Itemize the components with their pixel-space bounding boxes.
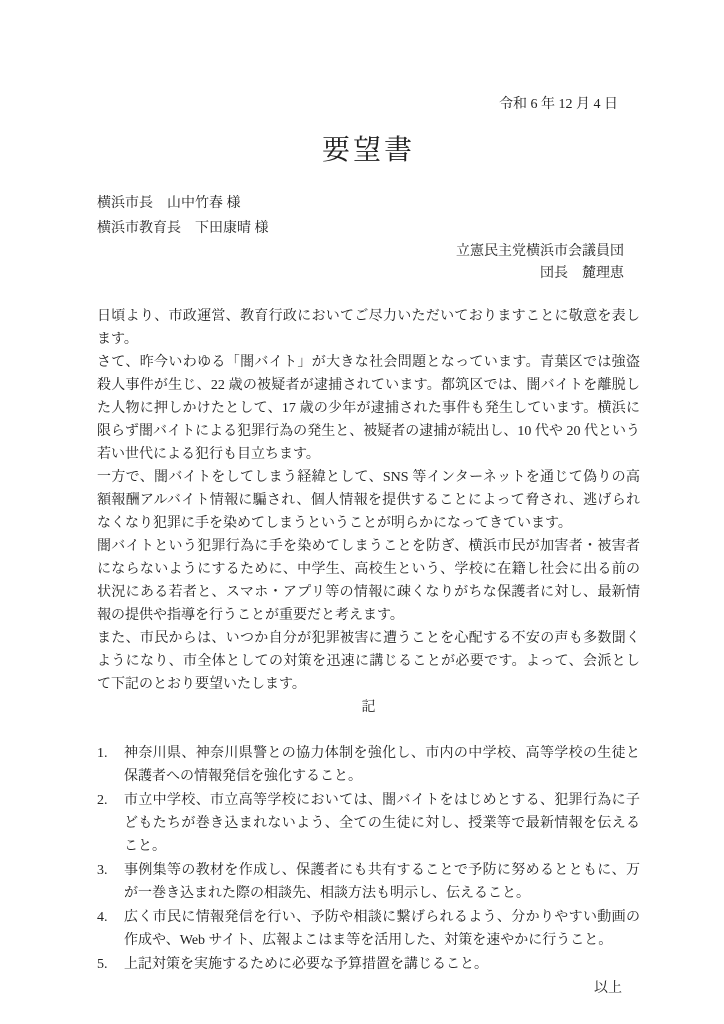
request-item-text: 上記対策を実施するために必要な予算措置を講じること。 (124, 957, 488, 972)
request-item-text: 事例集等の教材を作成し、保護者にも共有することで予防に努めるとともに、万が一巻き込まれた際の相談先、相談方法も明示し、伝えること。 (124, 863, 640, 901)
body-paragraph: さて、昨今いわゆる「闇バイト」が大きな社会問題となっています。青葉区では強盗殺人事件が生じ、22 歳の被疑者が逮捕されています。都筑区では、闇バイトを離脱した人物に押しかけたとして、17 歳の少年が逮捕された事件も発生しています。横浜に限らず闇バイトによる犯罪行為の発生と、被疑者の逮捕が続出し、10 代や 20 代という若い世代による犯行も目立ちます。 (97, 355, 640, 462)
recipient-line: 横浜市教育長 下田康晴 様 (97, 221, 269, 236)
section-marker-ki: 記 (361, 700, 376, 715)
document-date: 令和 6 年 12 月 4 日 (499, 97, 618, 112)
sender-representative: 団長 麓理恵 (540, 266, 624, 281)
body-paragraph: 闇バイトという犯罪行為に手を染めてしまうことを防ぎ、横浜市民が加害者・被害者にならないようにするために、中学生、高校生という、学校に在籍し社会に出る前の状況にある若者と、スマホ・アプリ等の情報に疎くなりがちな保護者に対し、最新情報の提供や指導を行うことが重要だと考えます。 (97, 539, 640, 623)
request-item-number: 2. (97, 793, 108, 808)
document-body (97, 305, 640, 696)
request-item-text: 市立中学校、市立高等学校においては、闇バイトをはじめとする、犯罪行為に子どもたちが巻き込まれないよう、全ての生徒に対し、授業等で最新情報を伝えること。 (124, 793, 640, 854)
request-item-number: 3. (97, 863, 108, 878)
request-item-number: 1. (97, 746, 108, 761)
request-item (97, 742, 640, 788)
sender-block (97, 241, 640, 285)
request-item (97, 859, 640, 905)
recipient-line: 横浜市長 山中竹春 様 (97, 196, 241, 211)
body-paragraph: また、市民からは、いつか自分が犯罪被害に遭うことを心配する不安の声も多数聞くようになり、市全体としての対策を迅速に講じることが必要です。よって、会派として下記のとおり要望いたします。 (97, 631, 640, 692)
document-title: 要望書 (321, 135, 415, 166)
body-paragraph: 日頃より、市政運営、教育行政においてご尽力いただいておりますことに敬意を表します。 (97, 309, 640, 347)
request-item-text: 広く市民に情報発信を行い、予防や相談に繋げられるよう、分かりやすい動画の作成や、Web サイト、広報よこはま等を活用した、対策を速やかに行うこと。 (124, 910, 640, 948)
closing-ijou: 以上 (594, 981, 622, 996)
request-item (97, 789, 640, 858)
request-item (97, 906, 640, 952)
request-item-number: 4. (97, 910, 108, 925)
body-paragraph: 一方で、闇バイトをしてしまう経緯として、SNS 等インターネットを通じて偽りの高額報酬アルバイト情報に騙され、個人情報を提供することによって脅され、逃げられなくなり犯罪に手を染めてしまうということが明らかになってきています。 (97, 470, 640, 531)
request-item (97, 953, 640, 976)
request-list (97, 742, 640, 976)
request-item-text: 神奈川県、神奈川県警との協力体制を強化し、市内の中学校、高等学校の生徒と保護者への情報発信を強化すること。 (124, 746, 640, 784)
recipient-list (97, 191, 640, 241)
request-item-number: 5. (97, 957, 108, 972)
sender-organization: 立憲民主党横浜市会議員団 (456, 244, 624, 259)
